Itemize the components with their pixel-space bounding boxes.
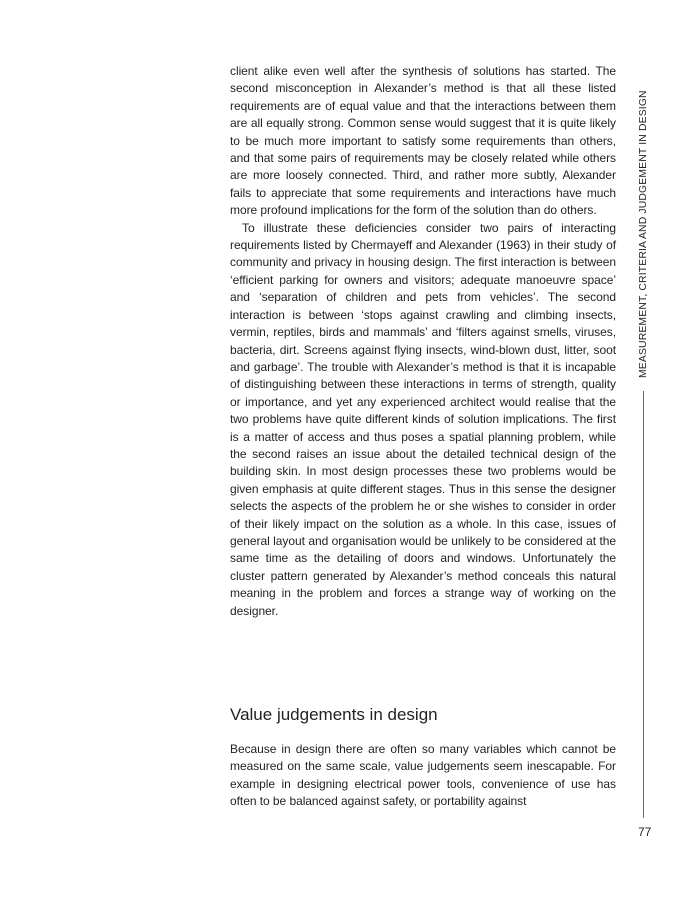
paragraph-1: client alike even well after the synthesis of solutions has started. The second misconception in Alexander’s method is that all these listed requirements are of equal value and that the interactions between them are all equally strong. Common sense would suggest that it is quite likely to be much more important to satisfy some requirements than others, and that some pairs of requirements may be closely related while others are more loosely connected. Third, and rather more subtly, Alexander fails to appreciate that some requirements and interactions have much more profound implications for the form of the solution than do others. bbox=[230, 64, 616, 218]
running-head-text: MEASUREMENT, CRITERIA AND JUDGEMENT IN DESIGN bbox=[638, 90, 649, 378]
section-heading: Value judgements in design bbox=[230, 705, 438, 724]
body-text bbox=[230, 63, 616, 620]
running-head bbox=[638, 90, 650, 692]
running-head-rule bbox=[643, 391, 644, 818]
section-paragraph: Because in design there are often so many variables which cannot be measured on the same scale, value judgements seem inescapable. For example in designing electrical power tools, convenience of use has often to be balanced against safety, or portability against bbox=[230, 742, 616, 809]
paragraph-2: To illustrate these deficiencies consider two pairs of interacting requirements listed by Chermayeff and Alexander (1963) in their study of community and privacy in housing design. The first interaction is between ‘efficient parking for owners and visitors; adequate manoeuvre space’ and ‘separation of children and pets from vehicles’. The second interaction is between ‘stops against crawling and climbing insects, vermin, reptiles, birds and mammals’ and ‘filters against smells, viruses, bacteria, dirt. Screens against flying insects, wind-blown dust, litter, soot and garbage’. The trouble with Alexander’s method is that it is incapable of distinguishing between these interactions in terms of strength, quality or importance, and yet any experienced architect would realise that the two problems have quite different kinds of solution implications. The first is a matter of access and thus poses a spatial planning problem, while the second raises an issue about the detailed technical design of the building skin. In most design processes these two problems would be given emphasis at quite different stages. Thus in this sense the designer selects the aspects of the problem he or she wishes to consider in order of their likely impact on the solution as a whole. In this case, issues of general layout and organisation would be unlikely to be considered at the same time as the detailing of doors and windows. Unfortunately the cluster pattern generated by Alexander’s method conceals this natural meaning in the problem and forces a strange way of working on the designer. bbox=[230, 220, 616, 618]
page-number: 77 bbox=[638, 825, 652, 839]
